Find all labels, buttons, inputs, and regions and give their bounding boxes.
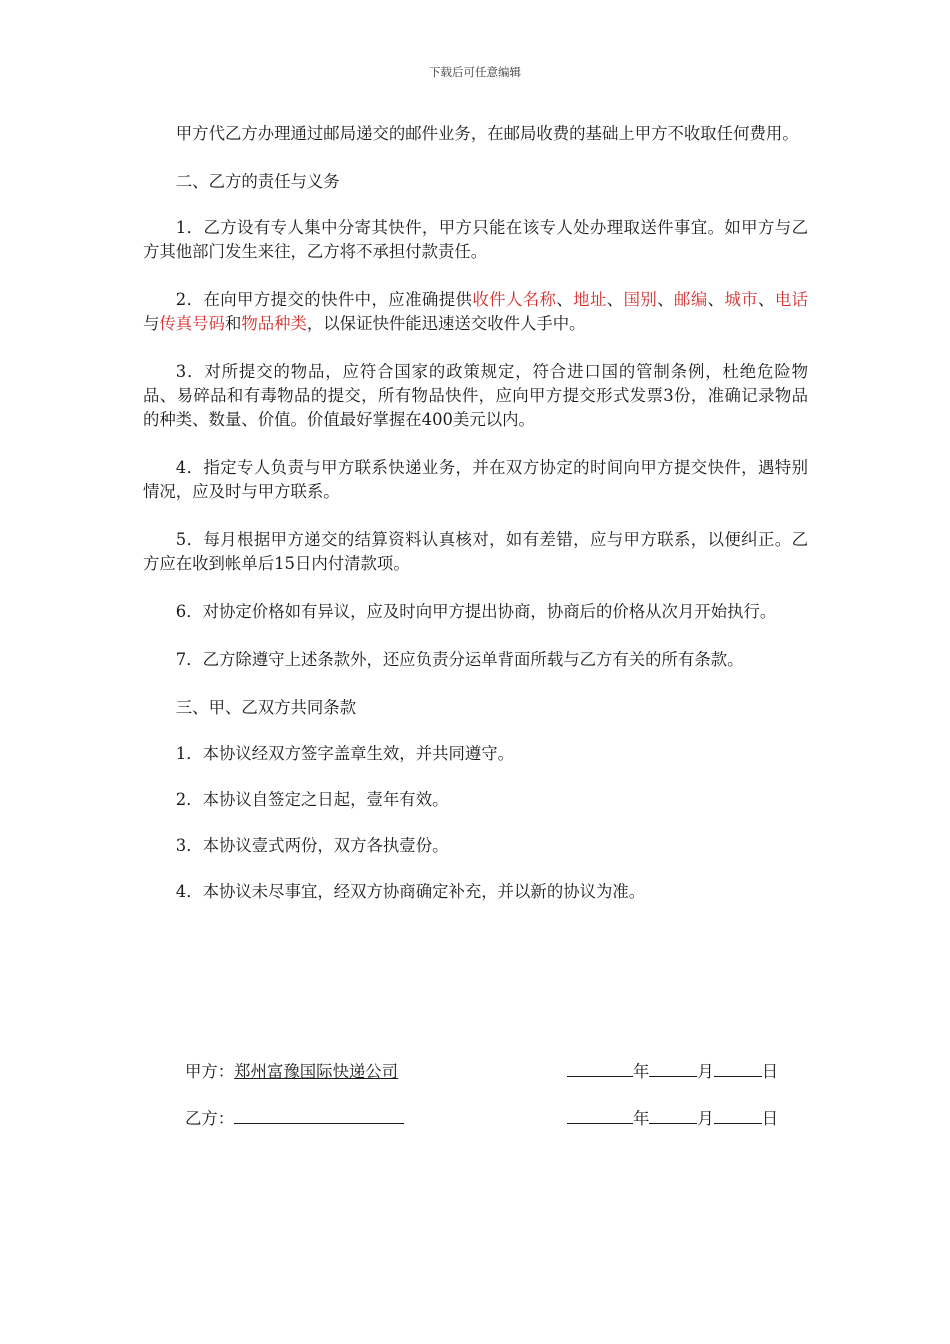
clause-common-1: 1．本协议经双方签字盖章生效，并共同遵守。 bbox=[175, 744, 515, 763]
clause-common-3: 3．本协议壹式两份，双方各执壹份。 bbox=[175, 836, 449, 855]
separator: 和 bbox=[224, 314, 242, 333]
section-heading-common: 三、甲、乙双方共同条款 bbox=[175, 698, 357, 717]
highlight-address: 地址 bbox=[573, 290, 607, 309]
clause-b-1: 1．乙方设有专人集中分寄其快件，甲方只能在该专人处办理取送件事宜。如甲方与乙方其他部门发生来往，乙方将不承担付款责任。 bbox=[143, 218, 808, 261]
separator: 、 bbox=[707, 290, 725, 309]
clause-b-6: 6．对协定价格如有异议，应及时向甲方提出协商，协商后的价格从次月开始执行。 bbox=[175, 602, 777, 621]
year-label: 年 bbox=[633, 1062, 650, 1081]
party-a-label-group bbox=[185, 1058, 398, 1082]
month-label: 月 bbox=[697, 1109, 714, 1128]
day-label: 日 bbox=[761, 1109, 779, 1128]
year-blank bbox=[567, 1105, 633, 1124]
clause-b-4: 4．指定专人负责与甲方联系快递业务，并在双方协定的时间向甲方提交快件，遇特别情况，应及时与甲方联系。 bbox=[143, 458, 808, 501]
party-a-name: 郑州富豫国际快递公司 bbox=[234, 1062, 399, 1081]
year-label: 年 bbox=[633, 1109, 650, 1128]
separator: 、 bbox=[556, 290, 574, 309]
highlight-phone: 电话 bbox=[774, 290, 809, 309]
signature-party-b bbox=[185, 1105, 785, 1131]
party-b-date bbox=[567, 1105, 778, 1129]
separator: 、 bbox=[606, 290, 624, 309]
party-a-date bbox=[567, 1058, 778, 1082]
party-b-label: 乙方： bbox=[185, 1109, 235, 1128]
day-blank bbox=[714, 1058, 762, 1077]
day-blank bbox=[714, 1105, 762, 1124]
highlight-city: 城市 bbox=[724, 290, 759, 309]
highlight-recipient-name: 收件人名称 bbox=[472, 290, 557, 309]
party-b-label-group bbox=[185, 1105, 404, 1129]
signature-party-a bbox=[185, 1058, 785, 1084]
clause-b-3: 3．对所提交的物品，应符合国家的政策规定，符合进口国的管制条例，杜绝危险物品、易碎品和有毒物品的提交，所有物品快件，应向甲方提交形式发票3份，准确记录物品的种类、数量、价值。价值最好掌握在400美元以内。 bbox=[143, 362, 808, 429]
month-label: 月 bbox=[697, 1062, 714, 1081]
party-a-label: 甲方： bbox=[185, 1062, 235, 1081]
month-blank bbox=[649, 1105, 697, 1124]
separator: 与 bbox=[143, 314, 160, 333]
document-body bbox=[143, 122, 808, 926]
clause-b-7: 7．乙方除遵守上述条款外，还应负责分运单背面所载与乙方有关的所有条款。 bbox=[175, 650, 744, 669]
highlight-postcode: 邮编 bbox=[674, 290, 708, 309]
page-header: 下载后可任意编辑 bbox=[429, 65, 521, 79]
clause-b-2 bbox=[143, 288, 808, 336]
highlight-country: 国别 bbox=[623, 290, 658, 309]
clause-common-2: 2．本协议自签定之日起，壹年有效。 bbox=[175, 790, 449, 809]
separator: 、 bbox=[758, 290, 775, 309]
clause-b-2-text: 2．在向甲方提交的快件中，应准确提供 bbox=[175, 290, 473, 309]
day-label: 日 bbox=[761, 1062, 779, 1081]
highlight-item-type: 物品种类 bbox=[241, 314, 307, 333]
section-heading-party-b: 二、乙方的责任与义务 bbox=[175, 172, 340, 191]
paragraph-fee: 甲方代乙方办理通过邮局递交的邮件业务，在邮局收费的基础上甲方不收取任何费用。 bbox=[175, 124, 799, 143]
clause-common-4: 4．本协议未尽事宜，经双方协商确定补充，并以新的协议为准。 bbox=[175, 882, 646, 901]
month-blank bbox=[649, 1058, 697, 1077]
highlight-fax: 传真号码 bbox=[159, 314, 225, 333]
clause-b-2-end: ，以保证快件能迅速送交收件人手中。 bbox=[306, 314, 586, 333]
year-blank bbox=[567, 1058, 633, 1077]
party-b-name-blank bbox=[234, 1105, 404, 1124]
separator: 、 bbox=[657, 290, 675, 309]
clause-b-5: 5．每月根据甲方递交的结算资料认真核对，如有差错，应与甲方联系，以便纠正。乙方应在收到帐单后15日内付清款项。 bbox=[143, 530, 808, 573]
